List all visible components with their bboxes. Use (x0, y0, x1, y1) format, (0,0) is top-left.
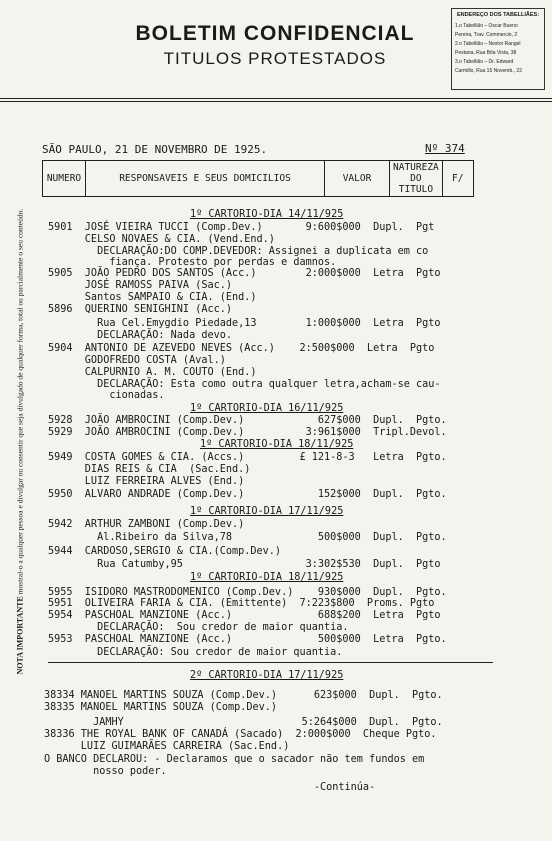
entry-line: 5955 ISIDORO MASTRODOMENICO (Comp.Dev.) 930$000 Dupl. Pgto. (48, 587, 447, 598)
col-valor: VALOR (325, 161, 390, 197)
entry-line: DECLARAÇÃO: Sou credor de maior quantia. (48, 622, 349, 633)
entry-line: CELSO NOVAES & CIA. (Vend.End.) (48, 234, 275, 245)
address-heading: ENDEREÇO DOS TABELLIÃES: (456, 12, 540, 18)
entry-line: JOSÉ RAMOSS PAIVA (Sac.) (48, 280, 233, 291)
address-line: 1.o Tabellião – Oscar Bueno (455, 23, 518, 29)
col-numero: NUMERO (43, 161, 86, 197)
entry-line: 5896 QUERINO SENIGHINI (Acc.) (48, 304, 233, 315)
header-rule (0, 98, 552, 99)
column-header-table (42, 160, 474, 197)
page-subtitle: TITULOS PROTESTADOS (163, 49, 387, 68)
col-f: F/ (442, 161, 473, 197)
section-heading: 2º CARTORIO-DIA 17/11/925 (190, 670, 344, 681)
entry-line: LUIZ GUIMARÃES CARREIRA (Sac.End.) (44, 741, 290, 752)
address-line: Carmillo, Rua 15 Novemb., 22 (455, 68, 522, 74)
entry-line: O BANCO DECLAROU: - Declaramos que o sacador não tem fundos em (44, 754, 425, 765)
entry-line: DECLARAÇÃO: Nada devo. (48, 330, 233, 341)
notary-address-box (451, 8, 545, 90)
entry-line: cionadas. (48, 390, 165, 401)
section-heading: 1º CARTORIO-DIA 16/11/925 (190, 403, 344, 414)
dateline: SÃO PAULO, 21 DE NOVEMBRO DE 1925. (42, 143, 268, 156)
entry-line: 5954 PASCHOAL MANZIONE (Acc.) 688$200 Letra Pgto (48, 610, 441, 621)
side-note (15, 208, 25, 675)
entry-line: 5942 ARTHUR ZAMBONI (Comp.Dev.) (48, 519, 245, 530)
entry-line: 5901 JOSÉ VIEIRA TUCCI (Comp.Dev.) 9:600$000 Dupl. Pgt (48, 222, 435, 233)
entry-line: JAMHY 5:264$000 Dupl. Pgto. (44, 717, 443, 728)
page-title: BOLETIM CONFIDENCIAL (135, 22, 415, 45)
bulletin-number: Nº 374 (425, 142, 465, 155)
entry-line: DECLARAÇÃO: Esta como outra qualquer letra,acham-se cau- (48, 379, 441, 390)
entry-line: CALPURNIO A. M. COUTO (End.) (48, 367, 257, 378)
col-natureza: NATUREZA DO TITULO (390, 161, 443, 197)
entry-line: 5950 ALVARO ANDRADE (Comp.Dev.) 152$000 Dupl. Pgto. (48, 489, 447, 500)
entry-line: nosso poder. (44, 766, 167, 777)
divider (48, 662, 493, 663)
address-line: Pereira, Trav. Commercio, 2 (455, 32, 518, 38)
entry-line: DECLARAÇÃO: Sou credor de maior quantia. (48, 647, 343, 658)
entry-line: Rua Catumby,95 3:302$530 Dupl. Pgto (48, 559, 441, 570)
col-responsaveis: RESPONSAVEIS E SEUS DOMICILIOS (86, 161, 325, 197)
entry-line: 5904 ANTONIO DE AZEVEDO NEVES (Acc.) 2:500$000 Letra Pgto (48, 343, 435, 354)
address-line: Pestana, Rua Bôa Vista, 38 (455, 50, 517, 56)
entry-line: 38334 MANOEL MARTINS SOUZA (Comp.Dev.) 623$000 Dupl. Pgto. (44, 690, 443, 701)
entry-line: 38336 THE ROYAL BANK OF CANADÁ (Sacado) 2:000$000 Cheque Pgto. (44, 729, 437, 740)
entry-line: Al.Ribeiro da Silva,78 500$000 Dupl. Pgto. (48, 532, 447, 543)
section-heading: 1º CARTORIO-DIA 18/11/925 (200, 439, 354, 450)
header-rule-thin (0, 101, 552, 102)
address-line: 3.o Tabellião – Dr. Edward (455, 59, 514, 65)
side-note-bold: NOTA IMPORTANTE (15, 596, 25, 675)
bulletin-header (110, 22, 440, 69)
entry-line: fiança. Protesto por perdas e damnos. (48, 257, 337, 268)
side-note-text: mostral-o a qualquer pessoa e divulgar ou consentir que seja divulgado de qualquer forma, total ou parcialmente o seu conteúdo. (15, 208, 25, 595)
entry-line: 5905 JOÃO PEDRO DOS SANTOS (Acc.) 2:000$000 Letra Pgto (48, 268, 441, 279)
entry-line: 5944 CARDOSO,SERGIO & CIA.(Comp.Dev.) (48, 546, 282, 557)
entry-line: LUIZ FERREIRA ALVES (End.) (48, 476, 245, 487)
entry-line: Rua Cel.Emygdio Piedade,13 1:000$000 Letra Pgto (48, 318, 441, 329)
entry-line: 5953 PASCHOAL MANZIONE (Acc.) 500$000 Letra Pgto. (48, 634, 447, 645)
entry-line: 38335 MANOEL MARTINS SOUZA (Comp.Dev.) (44, 702, 278, 713)
entry-line: Santos SAMPAIO & CIA. (End.) (48, 292, 257, 303)
section-heading: 1º CARTORIO-DIA 17/11/925 (190, 506, 344, 517)
entry-line: 5951 OLIVEIRA FARIA & CIA. (Emittente) 7:223$800 Proms. Pgto (48, 598, 435, 609)
address-line: 2.o Tabellião – Nestor Rangel (455, 41, 521, 47)
entry-line: 5928 JOÃO AMBROCINI (Comp.Dev.) 627$000 Dupl. Pgto. (48, 415, 447, 426)
entry-line: GODOFREDO COSTA (Aval.) (48, 355, 226, 366)
entry-line: DECLARAÇÃO:DO COMP.DEVEDOR: Assignei a duplicata em co (48, 246, 429, 257)
entry-line: 5949 COSTA GOMES & CIA. (Accs.) £ 121-8-3 Letra Pgto. (48, 452, 447, 463)
section-heading: 1º CARTORIO-DIA 18/11/925 (190, 572, 344, 583)
entry-line: DIAS REIS & CIA (Sac.End.) (48, 464, 251, 475)
entry-line: 5929 JOÃO AMBROCINI (Comp.Dev.) 3:961$000 Tripl.Devol. (48, 427, 447, 438)
section-heading: 1º CARTORIO-DIA 14/11/925 (190, 209, 344, 220)
entry-line: -Continúa- (44, 782, 376, 793)
